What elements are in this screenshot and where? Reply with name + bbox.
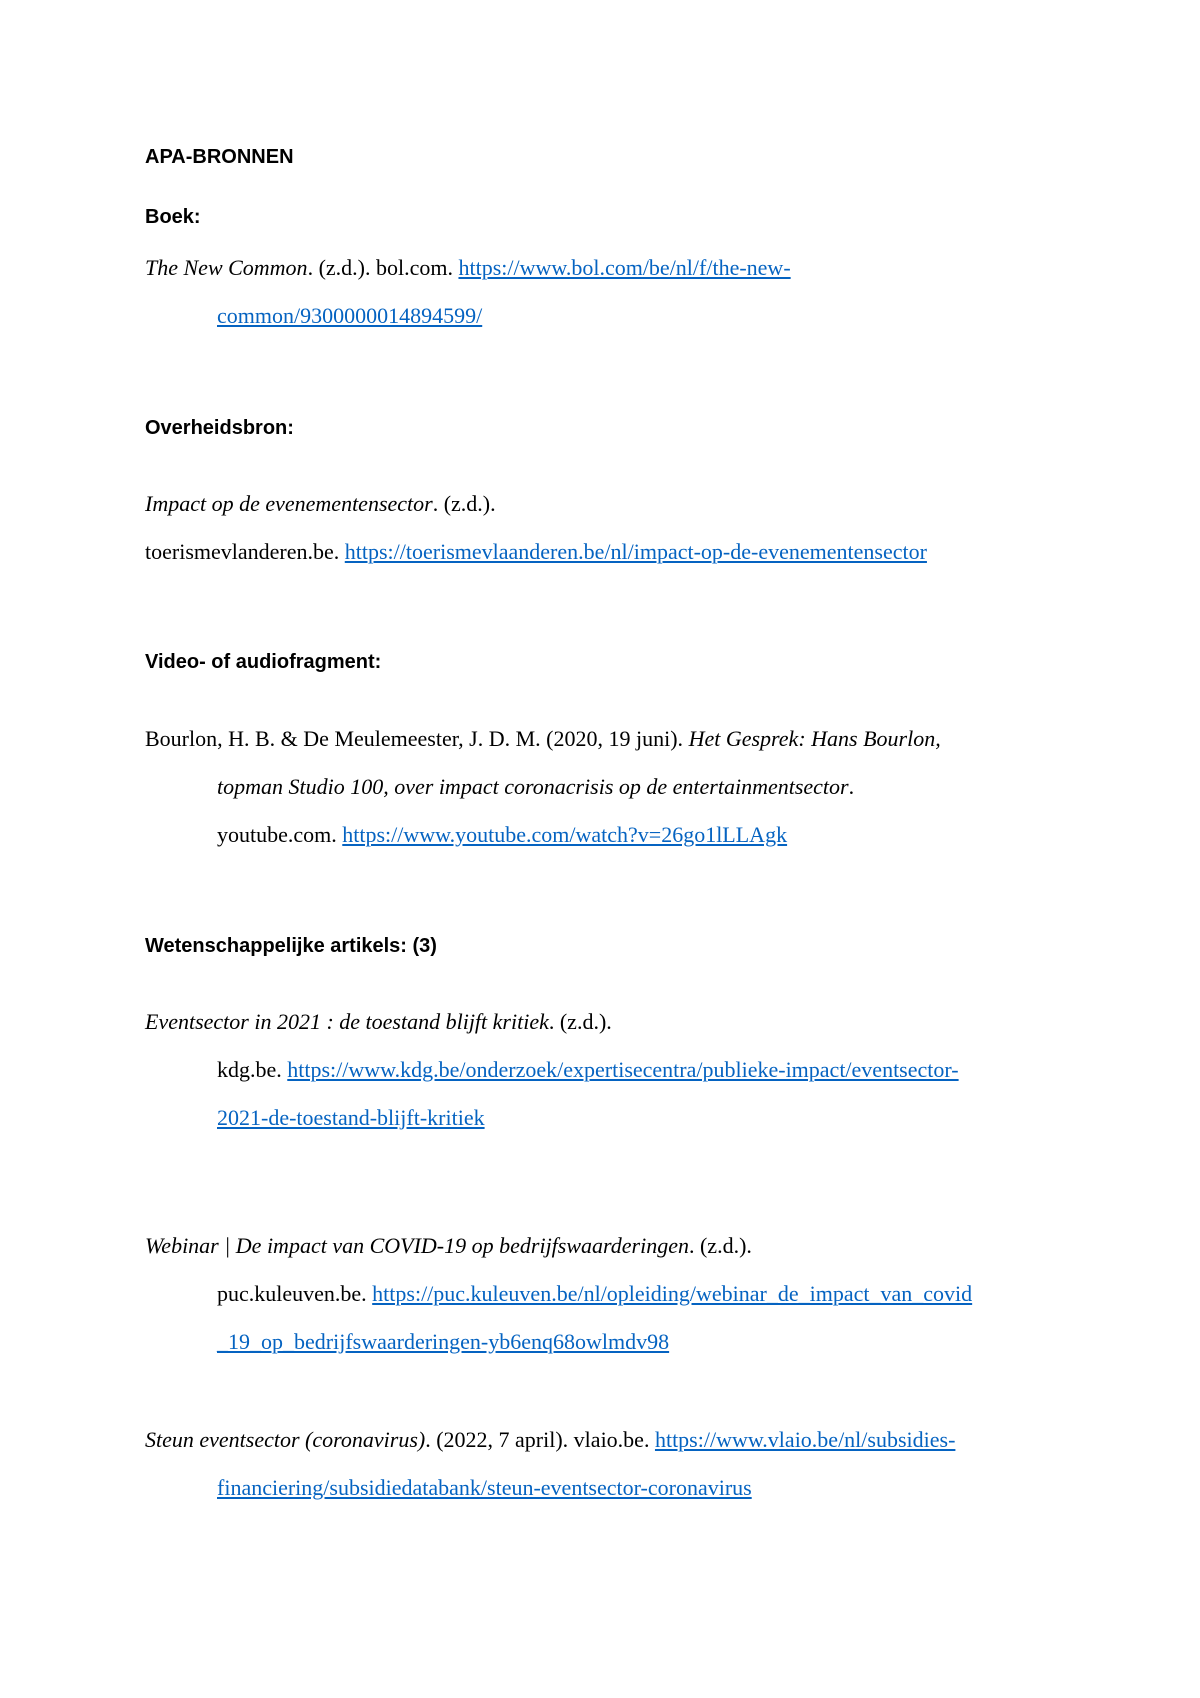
heading-artikels: Wetenschappelijke artikels: (3) xyxy=(145,935,437,957)
reference-artikel2-line3 xyxy=(217,1328,669,1356)
reference-link[interactable]: https://www.vlaio.be/nl/subsidies- xyxy=(654,1427,956,1452)
reference-overheid-line2 xyxy=(145,538,927,566)
reference-authors: Bourlon, H. B. & De Meulemeester, J. D. M. (2020, 19 juni). xyxy=(145,726,689,751)
reference-title: Steun eventsector (coronavirus) xyxy=(145,1427,426,1452)
reference-title: The New Common xyxy=(145,255,308,280)
reference-meta: . (z.d.). bol.com. xyxy=(307,255,459,280)
reference-video-line1 xyxy=(145,725,941,753)
reference-link[interactable]: https://www.bol.com/be/nl/f/the-new- xyxy=(458,255,791,280)
reference-boek-line2 xyxy=(217,302,482,330)
reference-artikel1-line1 xyxy=(145,1008,612,1036)
reference-meta: . (2022, 7 april). vlaio.be. xyxy=(425,1427,655,1452)
document-title: APA-BRONNEN xyxy=(145,146,294,168)
reference-video-line2 xyxy=(217,773,854,801)
reference-artikel3-line2 xyxy=(217,1474,752,1502)
reference-site: puc.kuleuven.be. xyxy=(217,1281,373,1306)
reference-title-continued: topman Studio 100, over impact coronacrisis op de entertainmentsector xyxy=(217,774,849,799)
reference-site: youtube.com. xyxy=(217,822,343,847)
reference-link-continued[interactable]: 2021-de-toestand-blijft-kritiek xyxy=(217,1105,485,1130)
reference-link[interactable]: https://www.youtube.com/watch?v=26go1lLLAgk xyxy=(342,822,788,847)
heading-boek: Boek: xyxy=(145,206,201,228)
reference-site: toerismevlanderen.be. xyxy=(145,539,345,564)
reference-artikel2-line2 xyxy=(217,1280,972,1308)
reference-artikel2-line1 xyxy=(145,1232,752,1260)
reference-link-continued[interactable]: financiering/subsidiedatabank/steun-eventsector-coronavirus xyxy=(217,1475,752,1500)
heading-overheidsbron: Overheidsbron: xyxy=(145,417,294,439)
reference-overheid-line1 xyxy=(145,490,496,518)
reference-meta: . (z.d.). xyxy=(688,1233,752,1258)
reference-link[interactable]: https://www.kdg.be/onderzoek/expertisecentra/publieke-impact/eventsector- xyxy=(287,1057,959,1082)
reference-link[interactable]: https://puc.kuleuven.be/nl/opleiding/webinar_de_impact_van_covid xyxy=(372,1281,973,1306)
reference-boek-line1 xyxy=(145,254,791,282)
reference-title: Webinar | De impact van COVID-19 op bedrijfswaarderingen xyxy=(145,1233,689,1258)
reference-meta: . (z.d.). xyxy=(432,491,496,516)
reference-artikel3-line1 xyxy=(145,1426,955,1454)
reference-title: Eventsector in 2021 : de toestand blijft kritiek xyxy=(145,1009,549,1034)
reference-title-end: . xyxy=(848,774,855,799)
reference-link-continued[interactable]: common/9300000014894599/ xyxy=(217,303,483,328)
reference-link[interactable]: https://toerismevlaanderen.be/nl/impact-op-de-evenementensector xyxy=(344,539,927,564)
reference-artikel1-line3 xyxy=(217,1104,485,1132)
reference-artikel1-line2 xyxy=(217,1056,959,1084)
reference-meta: . (z.d.). xyxy=(548,1009,612,1034)
reference-title: Impact op de evenementensector xyxy=(145,491,433,516)
reference-title: Het Gesprek: Hans Bourlon, xyxy=(688,726,941,751)
reference-video-line3 xyxy=(217,821,787,849)
heading-video: Video- of audiofragment: xyxy=(145,651,382,673)
reference-site: kdg.be. xyxy=(217,1057,288,1082)
reference-link-continued[interactable]: _19_op_bedrijfswaarderingen-yb6enq68owlmdv98 xyxy=(217,1329,670,1354)
